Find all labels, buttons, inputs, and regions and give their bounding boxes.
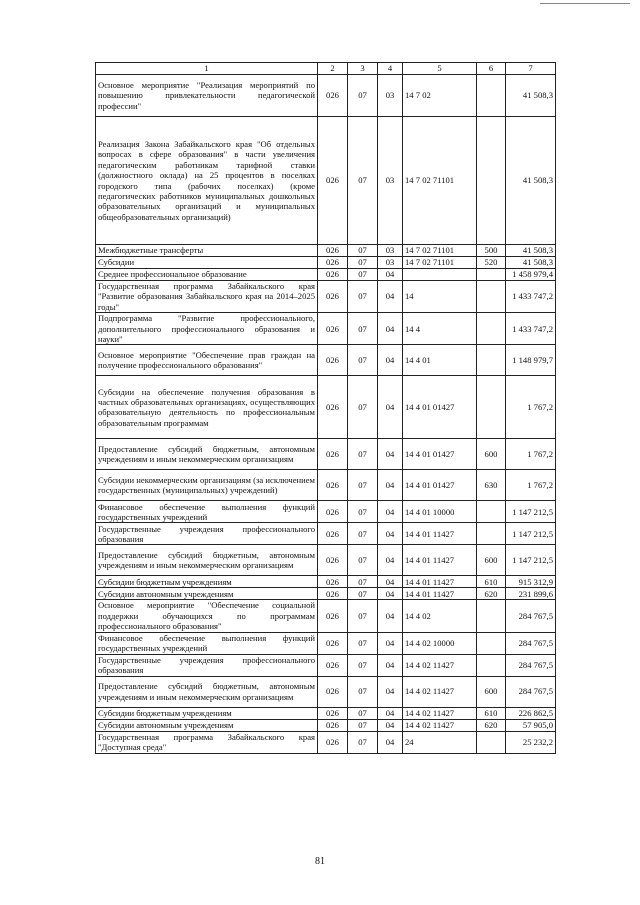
cell-csr: 14 4 01 11427 [403, 523, 477, 545]
cell-pr: 04 [378, 654, 403, 676]
cell-vr: 600 [477, 439, 506, 470]
table-row [96, 75, 556, 117]
cell-rz: 07 [348, 439, 378, 470]
cell-name: Подпрограмма "Развитие профессионального, дополнительного профессионального образования и науки" [96, 313, 318, 345]
cell-vr [477, 654, 506, 676]
cell-sum: 41 508,3 [506, 245, 556, 257]
table-body [96, 75, 556, 754]
cell-rz: 07 [348, 719, 378, 731]
cell-vr [477, 376, 506, 439]
header-cell: 1 [96, 63, 318, 75]
cell-pr: 04 [378, 545, 403, 576]
cell-vr: 500 [477, 245, 506, 257]
cell-csr: 14 4 01 10000 [403, 501, 477, 523]
cell-grbs: 026 [318, 269, 348, 281]
cell-grbs: 026 [318, 632, 348, 654]
cell-sum: 284 767,5 [506, 600, 556, 632]
table-row [96, 439, 556, 470]
table-row [96, 245, 556, 257]
cell-vr [477, 313, 506, 345]
cell-pr: 04 [378, 600, 403, 632]
header-cell: 7 [506, 63, 556, 75]
cell-grbs: 026 [318, 707, 348, 719]
cell-grbs: 026 [318, 345, 348, 376]
cell-vr [477, 345, 506, 376]
cell-grbs: 026 [318, 545, 348, 576]
cell-sum: 41 508,3 [506, 75, 556, 117]
cell-rz: 07 [348, 257, 378, 269]
cell-rz: 07 [348, 470, 378, 501]
cell-pr: 04 [378, 313, 403, 345]
cell-sum: 226 862,5 [506, 707, 556, 719]
cell-name: Государственные учреждения профессионального образования [96, 523, 318, 545]
cell-grbs: 026 [318, 439, 348, 470]
cell-pr: 04 [378, 707, 403, 719]
cell-csr: 14 4 01 01427 [403, 439, 477, 470]
cell-name: Среднее профессиональное образование [96, 269, 318, 281]
cell-rz: 07 [348, 501, 378, 523]
budget-table [95, 62, 556, 754]
cell-csr: 14 4 01 01427 [403, 470, 477, 501]
cell-csr: 14 7 02 71101 [403, 117, 477, 245]
table-row [96, 501, 556, 523]
cell-grbs: 026 [318, 676, 348, 707]
cell-pr: 03 [378, 257, 403, 269]
table-header-row [96, 63, 556, 75]
cell-grbs: 026 [318, 719, 348, 731]
cell-sum: 41 508,3 [506, 257, 556, 269]
cell-csr [403, 269, 477, 281]
cell-rz: 07 [348, 117, 378, 245]
cell-csr: 14 4 01 11427 [403, 576, 477, 588]
cell-rz: 07 [348, 707, 378, 719]
cell-sum: 1 767,2 [506, 439, 556, 470]
header-cell: 4 [378, 63, 403, 75]
cell-pr: 04 [378, 281, 403, 313]
cell-pr: 04 [378, 588, 403, 600]
table-row [96, 576, 556, 588]
cell-pr: 04 [378, 719, 403, 731]
header-cell: 2 [318, 63, 348, 75]
table-row [96, 470, 556, 501]
top-rule [540, 3, 630, 4]
cell-name: Субсидии бюджетным учреждениям [96, 707, 318, 719]
cell-csr: 14 7 02 71101 [403, 257, 477, 269]
header-cell: 5 [403, 63, 477, 75]
cell-csr: 14 4 01 [403, 345, 477, 376]
cell-name: Предоставление субсидий бюджетным, автономным учреждениям и иным некоммерческим организациям [96, 676, 318, 707]
table-row [96, 281, 556, 313]
cell-name: Основное мероприятие "Обеспечение социальной поддержки обучающихся по программам профессионального образования" [96, 600, 318, 632]
cell-grbs: 026 [318, 257, 348, 269]
cell-sum: 1 147 212,5 [506, 523, 556, 545]
cell-csr: 14 7 02 [403, 75, 477, 117]
cell-pr: 04 [378, 345, 403, 376]
cell-rz: 07 [348, 545, 378, 576]
cell-rz: 07 [348, 269, 378, 281]
cell-rz: 07 [348, 281, 378, 313]
cell-sum: 41 508,3 [506, 117, 556, 245]
cell-name: Субсидии бюджетным учреждениям [96, 576, 318, 588]
table-row [96, 731, 556, 753]
cell-name: Финансовое обеспечение выполнения функций государственных учреждений [96, 501, 318, 523]
cell-grbs: 026 [318, 117, 348, 245]
cell-grbs: 026 [318, 281, 348, 313]
cell-sum: 284 767,5 [506, 632, 556, 654]
cell-rz: 07 [348, 376, 378, 439]
cell-grbs: 026 [318, 654, 348, 676]
cell-csr: 14 4 02 [403, 600, 477, 632]
cell-sum: 57 905,0 [506, 719, 556, 731]
cell-name: Субсидии автономным учреждениям [96, 719, 318, 731]
cell-pr: 03 [378, 245, 403, 257]
cell-grbs: 026 [318, 600, 348, 632]
cell-rz: 07 [348, 632, 378, 654]
cell-pr: 04 [378, 376, 403, 439]
cell-sum: 915 312,9 [506, 576, 556, 588]
table-row [96, 269, 556, 281]
cell-pr: 04 [378, 470, 403, 501]
table-row [96, 376, 556, 439]
table-row [96, 632, 556, 654]
cell-csr: 14 4 02 11427 [403, 676, 477, 707]
cell-grbs: 026 [318, 523, 348, 545]
cell-sum: 25 232,2 [506, 731, 556, 753]
table-row [96, 345, 556, 376]
cell-sum: 1 148 979,7 [506, 345, 556, 376]
header-cell: 6 [477, 63, 506, 75]
cell-name: Государственная программа Забайкальского края "Доступная среда" [96, 731, 318, 753]
cell-name: Предоставление субсидий бюджетным, автономным учреждениям и иным некоммерческим организациям [96, 439, 318, 470]
cell-name: Субсидии некоммерческим организациям (за исключением государственных (муниципальных) учреждений) [96, 470, 318, 501]
page-number: 81 [315, 856, 325, 867]
table-row [96, 654, 556, 676]
table-row [96, 707, 556, 719]
cell-vr: 620 [477, 719, 506, 731]
cell-pr: 04 [378, 523, 403, 545]
cell-sum: 1 433 747,2 [506, 313, 556, 345]
cell-name: Основное мероприятие "Реализация мероприятий по повышению привлекательности педагогической профессии" [96, 75, 318, 117]
cell-name: Основное мероприятие "Обеспечение прав граждан на получение профессионального образования" [96, 345, 318, 376]
table-row [96, 676, 556, 707]
cell-csr: 14 4 02 11427 [403, 654, 477, 676]
cell-name: Реализация Закона Забайкальского края "Об отдельных вопросах в сфере образования" в части увеличения педагогическим работникам тарифной ставки (должностного оклада) на 25 процентов в поселках городского типа (рабочих поселках) (кроме педагогических работников муниципальных дошкольных образовательных организаций и муниципальных общеобразовательных организаций) [96, 117, 318, 245]
cell-vr [477, 281, 506, 313]
cell-rz: 07 [348, 75, 378, 117]
cell-vr [477, 75, 506, 117]
cell-name: Субсидии автономным учреждениям [96, 588, 318, 600]
cell-csr: 24 [403, 731, 477, 753]
cell-rz: 07 [348, 600, 378, 632]
cell-vr [477, 632, 506, 654]
cell-pr: 03 [378, 75, 403, 117]
table-row [96, 545, 556, 576]
table-row [96, 313, 556, 345]
cell-name: Государственная программа Забайкальского края "Развитие образования Забайкальского края на 2014–2025 годы" [96, 281, 318, 313]
cell-grbs: 026 [318, 501, 348, 523]
cell-pr: 03 [378, 117, 403, 245]
table-row [96, 117, 556, 245]
cell-csr: 14 4 02 11427 [403, 707, 477, 719]
cell-vr: 600 [477, 545, 506, 576]
cell-pr: 04 [378, 676, 403, 707]
cell-vr: 520 [477, 257, 506, 269]
cell-rz: 07 [348, 523, 378, 545]
cell-grbs: 026 [318, 245, 348, 257]
cell-name: Межбюджетные трансферты [96, 245, 318, 257]
cell-sum: 1 147 212,5 [506, 545, 556, 576]
cell-rz: 07 [348, 576, 378, 588]
cell-rz: 07 [348, 345, 378, 376]
table-row [96, 588, 556, 600]
cell-grbs: 026 [318, 376, 348, 439]
cell-grbs: 026 [318, 470, 348, 501]
cell-grbs: 026 [318, 75, 348, 117]
cell-sum: 284 767,5 [506, 676, 556, 707]
cell-csr: 14 4 01 01427 [403, 376, 477, 439]
cell-rz: 07 [348, 676, 378, 707]
cell-csr: 14 4 02 10000 [403, 632, 477, 654]
cell-sum: 1 767,2 [506, 470, 556, 501]
cell-grbs: 026 [318, 588, 348, 600]
cell-rz: 07 [348, 313, 378, 345]
cell-vr [477, 501, 506, 523]
cell-sum: 284 767,5 [506, 654, 556, 676]
cell-pr: 04 [378, 269, 403, 281]
cell-sum: 1 767,2 [506, 376, 556, 439]
cell-name: Субсидии на обеспечение получения образования в частных образовательных организациях, осуществляющих образовательную деятельность по профессиональным образовательным программам [96, 376, 318, 439]
table-row [96, 600, 556, 632]
cell-vr [477, 269, 506, 281]
cell-vr: 610 [477, 707, 506, 719]
cell-vr [477, 117, 506, 245]
cell-csr: 14 7 02 71101 [403, 245, 477, 257]
cell-csr: 14 4 01 11427 [403, 545, 477, 576]
cell-vr: 630 [477, 470, 506, 501]
cell-name: Финансовое обеспечение выполнения функций государственных учреждений [96, 632, 318, 654]
cell-vr: 600 [477, 676, 506, 707]
cell-grbs: 026 [318, 576, 348, 588]
cell-pr: 04 [378, 632, 403, 654]
cell-pr: 04 [378, 501, 403, 523]
cell-rz: 07 [348, 588, 378, 600]
cell-csr: 14 4 01 11427 [403, 588, 477, 600]
cell-pr: 04 [378, 731, 403, 753]
cell-rz: 07 [348, 731, 378, 753]
cell-grbs: 026 [318, 313, 348, 345]
cell-vr: 620 [477, 588, 506, 600]
table-row [96, 719, 556, 731]
cell-vr: 610 [477, 576, 506, 588]
cell-rz: 07 [348, 654, 378, 676]
header-cell: 3 [348, 63, 378, 75]
cell-sum: 231 899,6 [506, 588, 556, 600]
cell-name: Предоставление субсидий бюджетным, автономным учреждениям и иным некоммерческим организациям [96, 545, 318, 576]
cell-rz: 07 [348, 245, 378, 257]
table-row [96, 257, 556, 269]
cell-sum: 1 458 979,4 [506, 269, 556, 281]
cell-sum: 1 147 212,5 [506, 501, 556, 523]
cell-pr: 04 [378, 576, 403, 588]
cell-name: Государственные учреждения профессионального образования [96, 654, 318, 676]
cell-name: Субсидии [96, 257, 318, 269]
cell-pr: 04 [378, 439, 403, 470]
cell-grbs: 026 [318, 731, 348, 753]
cell-vr [477, 523, 506, 545]
cell-vr [477, 600, 506, 632]
table-row [96, 523, 556, 545]
cell-vr [477, 731, 506, 753]
cell-csr: 14 4 02 11427 [403, 719, 477, 731]
cell-csr: 14 [403, 281, 477, 313]
cell-csr: 14 4 [403, 313, 477, 345]
cell-sum: 1 433 747,2 [506, 281, 556, 313]
